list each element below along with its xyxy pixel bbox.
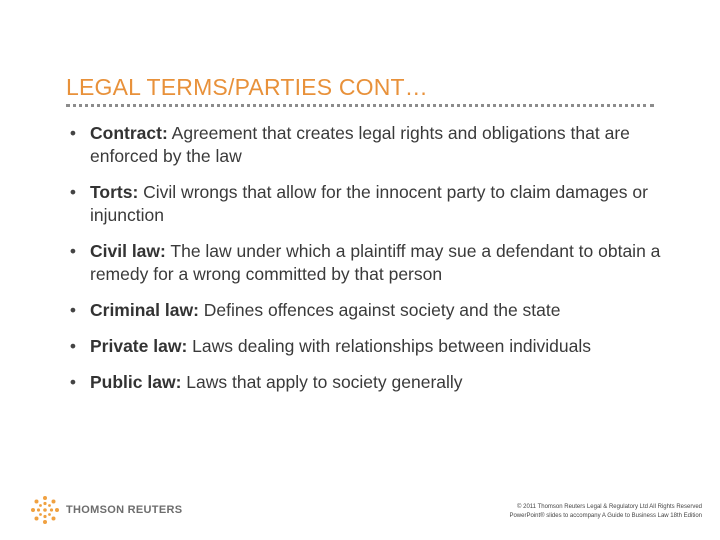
bullet-term: Public law:	[90, 372, 182, 392]
bullet-symbol: •	[69, 372, 77, 392]
bullet-symbol: •	[69, 300, 77, 320]
bullet-text: Laws that apply to society generally	[181, 372, 463, 392]
bullet-text: Agreement that creates legal rights and obligations that are enforced by the law	[90, 123, 630, 166]
bullet-item	[66, 240, 666, 286]
slide-title: LEGAL TERMS/PARTIES CONT…	[66, 74, 429, 100]
brand-logo	[30, 495, 182, 525]
thomson-reuters-logo-icon	[30, 495, 60, 525]
bullet-text: The law under which a plaintiff may sue a defendant to obtain a remedy for a wrong committed by that person	[90, 241, 661, 284]
bullet-item	[66, 122, 666, 168]
bullet-symbol: •	[69, 123, 77, 143]
bullet-term: Contract:	[90, 123, 168, 143]
bullet-item	[66, 371, 666, 394]
bullet-term: Criminal law:	[90, 300, 199, 320]
bullet-item	[66, 181, 666, 227]
brand-name: THOMSON REUTERS	[66, 504, 183, 516]
bullet-item	[66, 299, 666, 322]
bullet-term: Torts:	[90, 182, 139, 202]
footer-copyright	[442, 503, 702, 521]
bullet-text: Laws dealing with relationships between individuals	[187, 336, 591, 356]
bullet-symbol: •	[69, 336, 77, 356]
bullet-list	[66, 122, 666, 407]
title-divider	[66, 104, 654, 107]
bullet-text: Defines offences against society and the state	[198, 300, 561, 320]
edition-line: PowerPoint® slides to accompany A Guide to Business Law 18th Edition	[509, 513, 702, 519]
copyright-line: © 2011 Thomson Reuters Legal & Regulatory Ltd All Rights Reserved	[517, 504, 702, 510]
bullet-text: Civil wrongs that allow for the innocent party to claim damages or injunction	[90, 182, 648, 225]
bullet-item	[66, 335, 666, 358]
bullet-symbol: •	[69, 241, 77, 261]
bullet-term: Private law:	[90, 336, 188, 356]
bullet-term: Civil law:	[90, 241, 166, 261]
bullet-symbol: •	[69, 182, 77, 202]
